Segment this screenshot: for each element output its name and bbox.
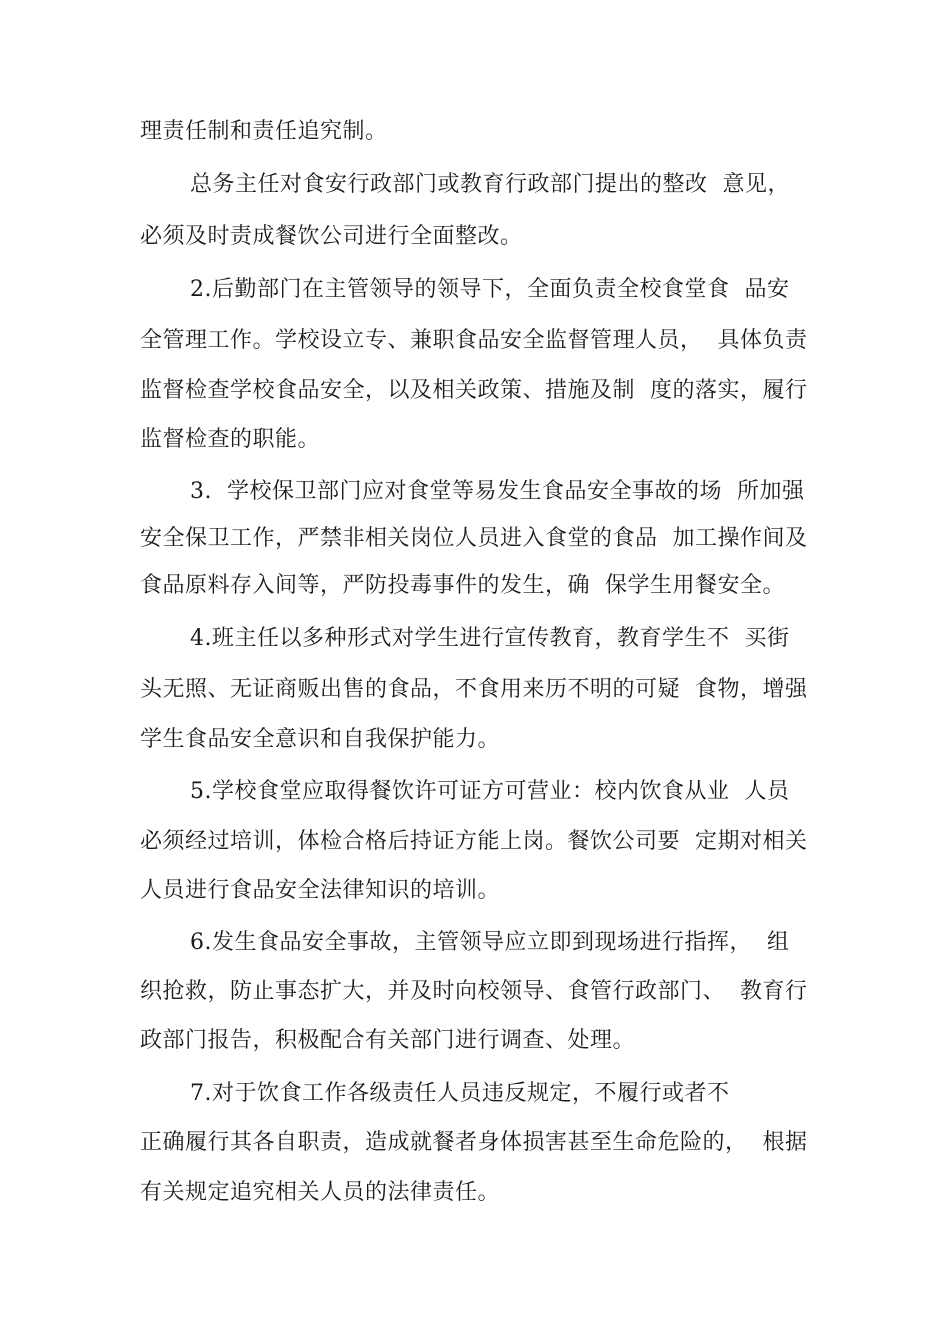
text-line: 织抢救，防止事态扩大，并及时向校领导、食管行政部门、 教育行: [140, 979, 808, 1004]
text-line: 理责任制和责任追究制。: [140, 119, 388, 144]
text-line: 安全保卫工作，严禁非相关岗位人员进入食堂的食品 加工操作间及: [140, 526, 808, 551]
text-line: 政部门报告，积极配合有关部门进行调查、处理。: [140, 1028, 636, 1053]
text-line: 6.发生食品安全事故，主管领导应立即到现场进行指挥， 组: [190, 930, 790, 955]
text-line: 必须经过培训，体检合格后持证方能上岗。餐饮公司要 定期对相关: [140, 829, 808, 854]
text-line: 学生食品安全意识和自我保护能力。: [140, 727, 501, 752]
text-line: 正确履行其各自职责，造成就餐者身体损害甚至生命危险的， 根据: [140, 1130, 808, 1155]
text-line: 监督检查的职能。: [140, 427, 321, 452]
text-line: 5.学校食堂应取得餐饮许可证方可营业：校内饮食从业 人员: [190, 779, 790, 804]
text-line: 3. 学校保卫部门应对食堂等易发生食品安全事故的场 所加强: [190, 479, 805, 504]
text-line: 必须及时责成餐饮公司进行全面整改。: [140, 224, 523, 249]
text-line: 7.对于饮食工作各级责任人员违反规定，不履行或者不: [190, 1081, 730, 1106]
text-line: 监督检查学校食品安全，以及相关政策、措施及制 度的落实，履行: [140, 378, 808, 403]
text-line: 头无照、无证商贩出售的食品，不食用来历不明的可疑 食物，增强: [140, 677, 808, 702]
text-line: 人员进行食品安全法律知识的培训。: [140, 878, 501, 903]
text-line: 4.班主任以多种形式对学生进行宣传教育，教育学生不 买街: [190, 626, 790, 651]
text-line: 有关规定追究相关人员的法律责任。: [140, 1180, 501, 1205]
text-line: 全管理工作。学校设立专、兼职食品安全监督管理人员， 具体负责: [140, 328, 808, 353]
text-line: 食品原料存入间等，严防投毒事件的发生，确 保学生用餐安全。: [140, 573, 785, 598]
text-line: 总务主任对食安行政部门或教育行政部门提出的整改 意见，: [190, 172, 790, 197]
text-line: 2.后勤部门在主管领导的领导下，全面负责全校食堂食 品安: [190, 277, 790, 302]
